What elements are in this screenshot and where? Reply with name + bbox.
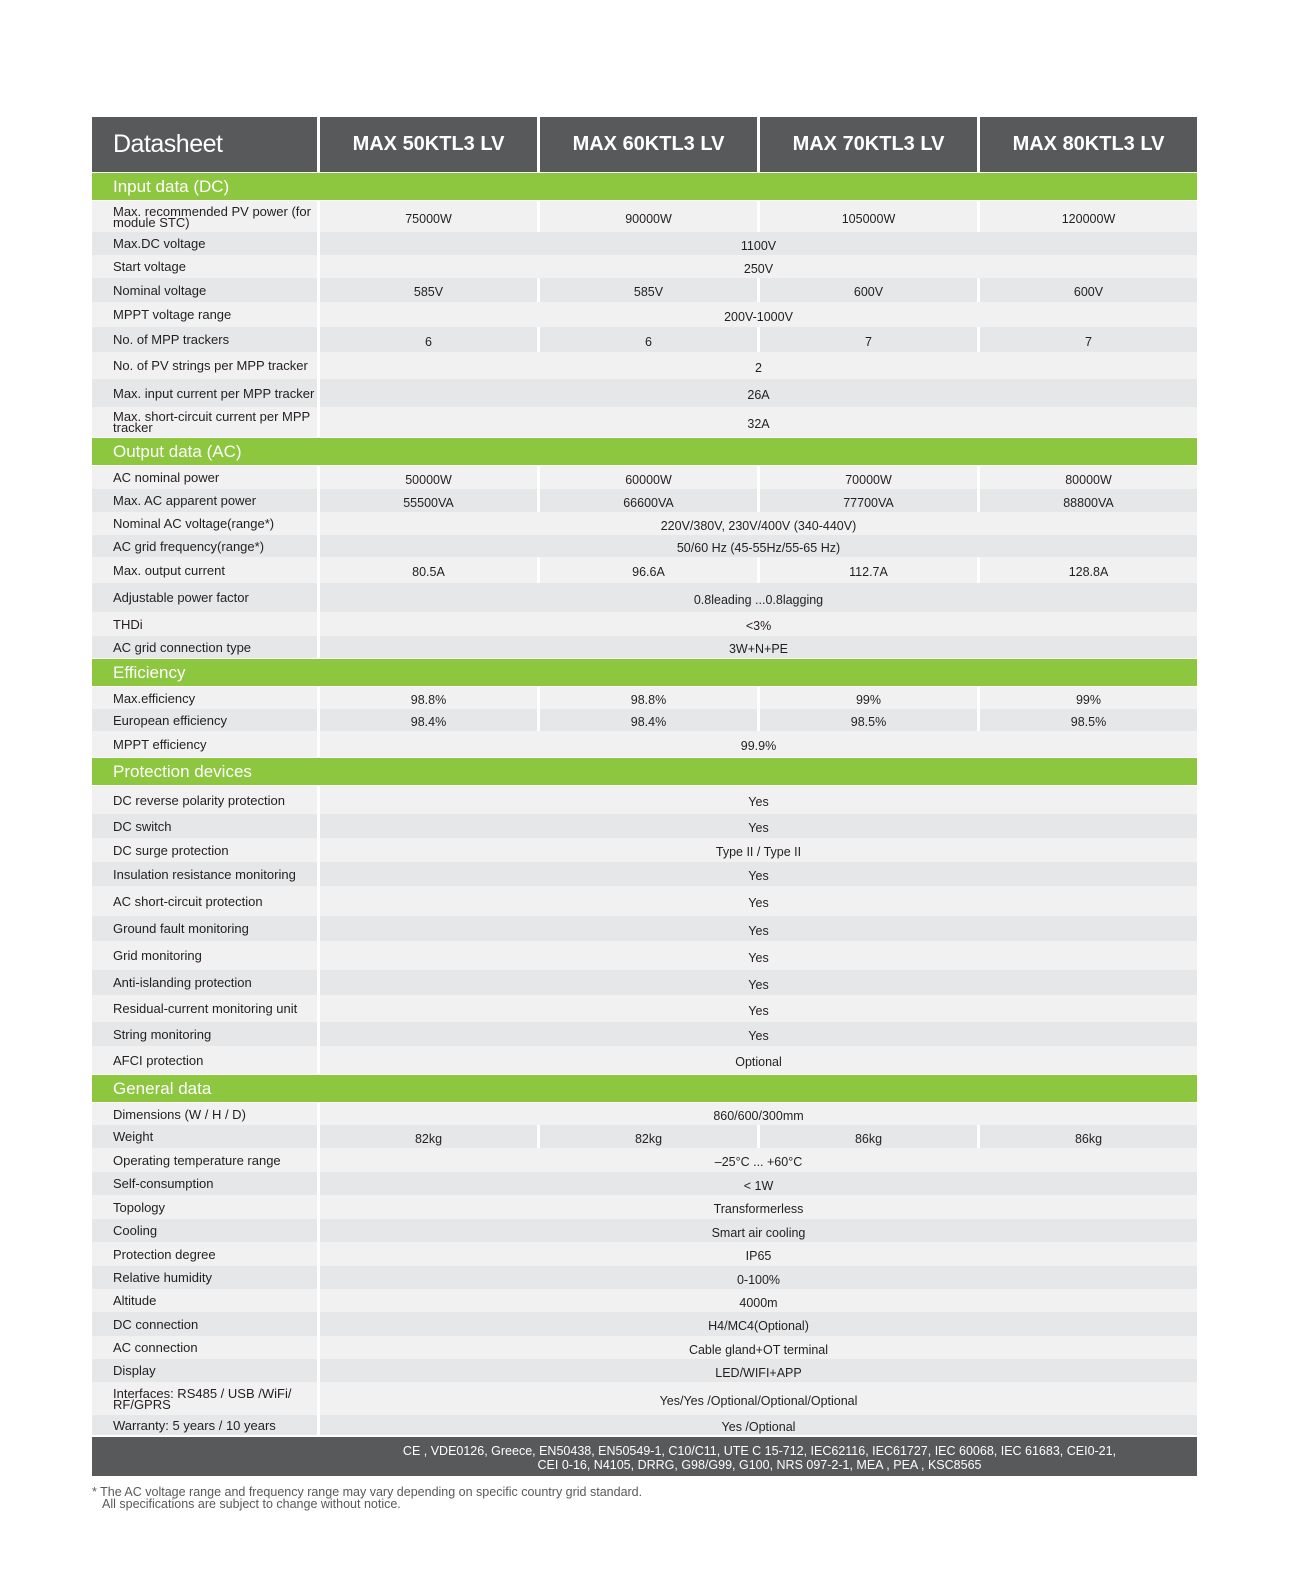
table-row <box>92 709 1197 731</box>
row-label: DC connection <box>92 1312 317 1336</box>
value-cell: 55500VA <box>320 489 537 512</box>
row-label: Max. output current <box>92 557 317 583</box>
table-row <box>92 814 1197 838</box>
datasheet-title: Datasheet <box>92 117 317 172</box>
value-cell: 120000W <box>980 201 1197 232</box>
model-header: MAX 70KTL3 LV <box>760 117 977 172</box>
table-row <box>92 1242 1197 1266</box>
value-cell: 98.8% <box>540 687 757 709</box>
value-cell: 585V <box>320 278 537 302</box>
table-row <box>92 1125 1197 1148</box>
model-header: MAX 50KTL3 LV <box>320 117 537 172</box>
row-label: Relative humidity <box>92 1266 317 1289</box>
table-row <box>92 916 1197 941</box>
table-row <box>92 1312 1197 1336</box>
table-row <box>92 941 1197 970</box>
value-cell: 98.5% <box>980 709 1197 731</box>
table-row <box>92 970 1197 995</box>
row-label: Protection degree <box>92 1242 317 1266</box>
table-row <box>92 687 1197 709</box>
value-cell: 220V/380V, 230V/400V (340-440V) <box>320 512 1197 535</box>
value-cell: Cable gland+OT terminal <box>320 1336 1197 1359</box>
footnote-line: All specifications are subject to change without notice. <box>102 1497 401 1511</box>
row-label: Insulation resistance monitoring <box>92 862 317 886</box>
value-cell: 82kg <box>540 1125 757 1148</box>
row-label: Ground fault monitoring <box>92 916 317 941</box>
footnote <box>92 1486 642 1510</box>
row-label: Cooling <box>92 1219 317 1242</box>
value-cell: Yes <box>320 862 1197 886</box>
row-label: Weight <box>92 1125 317 1148</box>
value-cell: Yes <box>320 995 1197 1022</box>
value-cell: Optional <box>320 1046 1197 1074</box>
value-cell: 70000W <box>760 466 977 489</box>
value-cell: Smart air cooling <box>320 1219 1197 1242</box>
table-row <box>92 557 1197 583</box>
value-cell: IP65 <box>320 1242 1197 1266</box>
row-label: DC reverse polarity protection <box>92 786 317 814</box>
value-cell: Yes <box>320 1022 1197 1046</box>
value-cell: 600V <box>980 278 1197 302</box>
row-label: Max. AC apparent power <box>92 489 317 512</box>
value-cell: 7 <box>760 327 977 352</box>
value-cell: 600V <box>760 278 977 302</box>
row-label: Max.DC voltage <box>92 232 317 255</box>
table-row <box>92 466 1197 489</box>
row-label: Grid monitoring <box>92 941 317 970</box>
value-cell: 26A <box>320 379 1197 407</box>
section-heading: General data <box>92 1075 1197 1102</box>
value-cell: 86kg <box>760 1125 977 1148</box>
table-row <box>92 302 1197 327</box>
table-row <box>92 636 1197 658</box>
table-row <box>92 786 1197 814</box>
table-row <box>92 1046 1197 1074</box>
value-cell: 80000W <box>980 466 1197 489</box>
row-label: DC surge protection <box>92 838 317 862</box>
value-cell: 96.6A <box>540 557 757 583</box>
table-row <box>92 278 1197 302</box>
value-cell: 6 <box>540 327 757 352</box>
value-cell: 50000W <box>320 466 537 489</box>
value-cell: 80.5A <box>320 557 537 583</box>
row-label: Dimensions (W / H / D) <box>92 1103 317 1125</box>
certifications: CE , VDE0126, Greece, EN50438, EN50549-1, C10/C11, UTE C 15-712, IEC62116, IEC61727, IEC 60068, IEC 61683, CEI0-21, CEI 0-16, N4105, DRRG, G98/G99, G100, NRS 097-2-1, MEA , PEA , KSC8565 <box>92 1437 1197 1476</box>
value-cell: 200V-1000V <box>320 302 1197 327</box>
value-cell: 0.8leading ...0.8lagging <box>320 583 1197 612</box>
table-row <box>92 731 1197 757</box>
value-cell: 112.7A <box>760 557 977 583</box>
table-row <box>92 1172 1197 1195</box>
value-cell: 1100V <box>320 232 1197 255</box>
row-label: Adjustable power factor <box>92 583 317 612</box>
value-cell: 98.5% <box>760 709 977 731</box>
row-label: MPPT efficiency <box>92 731 317 757</box>
table-row <box>92 232 1197 255</box>
value-cell: 66600VA <box>540 489 757 512</box>
table-row <box>92 327 1197 352</box>
value-cell: 82kg <box>320 1125 537 1148</box>
table-row <box>92 379 1197 407</box>
row-label: Residual-current monitoring unit <box>92 995 317 1022</box>
table-row <box>92 995 1197 1022</box>
row-label: AC nominal power <box>92 466 317 489</box>
value-cell: < 1W <box>320 1172 1197 1195</box>
row-label: Nominal AC voltage(range*) <box>92 512 317 535</box>
row-label: Max. input current per MPP tracker <box>92 379 317 407</box>
value-cell: Transformerless <box>320 1195 1197 1219</box>
table-row <box>92 1266 1197 1289</box>
row-label: Start voltage <box>92 255 317 278</box>
table-row <box>92 201 1197 232</box>
value-cell: 860/600/300mm <box>320 1103 1197 1125</box>
value-cell: <3% <box>320 612 1197 636</box>
row-label: String monitoring <box>92 1022 317 1046</box>
table-row <box>92 1148 1197 1172</box>
row-label: AC connection <box>92 1336 317 1359</box>
value-cell: 32A <box>320 407 1197 437</box>
table-row <box>92 352 1197 379</box>
row-label: DC switch <box>92 814 317 838</box>
table-header <box>92 117 1197 172</box>
table-row <box>92 512 1197 535</box>
row-label: Nominal voltage <box>92 278 317 302</box>
value-cell: 98.8% <box>320 687 537 709</box>
table-row <box>92 838 1197 862</box>
value-cell: 60000W <box>540 466 757 489</box>
row-label: THDi <box>92 612 317 636</box>
section-heading: Input data (DC) <box>92 173 1197 200</box>
row-label: No. of MPP trackers <box>92 327 317 352</box>
section-heading: Protection devices <box>92 758 1197 785</box>
value-cell: 2 <box>320 352 1197 379</box>
value-cell: Yes <box>320 886 1197 916</box>
table-row <box>92 1289 1197 1312</box>
footnote-line: * The AC voltage range and frequency range may vary depending on specific country grid standard. <box>92 1485 643 1499</box>
value-cell: 98.4% <box>540 709 757 731</box>
value-cell: Yes <box>320 814 1197 838</box>
value-cell: 0-100% <box>320 1266 1197 1289</box>
row-label: Warranty: 5 years / 10 years <box>92 1415 317 1435</box>
row-label: Altitude <box>92 1289 317 1312</box>
row-label: AC short-circuit protection <box>92 886 317 916</box>
table-row <box>92 1359 1197 1382</box>
value-cell: 250V <box>320 255 1197 278</box>
value-cell: 90000W <box>540 201 757 232</box>
value-cell: Yes /Optional <box>320 1415 1197 1435</box>
value-cell: 77700VA <box>760 489 977 512</box>
row-label: MPPT voltage range <box>92 302 317 327</box>
value-cell: 86kg <box>980 1125 1197 1148</box>
table-row <box>92 1195 1197 1219</box>
value-cell: Yes <box>320 916 1197 941</box>
row-label: No. of PV strings per MPP tracker <box>92 352 317 379</box>
value-cell: 98.4% <box>320 709 537 731</box>
table-row <box>92 862 1197 886</box>
table-row <box>92 489 1197 512</box>
value-cell: 6 <box>320 327 537 352</box>
table-row <box>92 1336 1197 1359</box>
value-cell: Yes/Yes /Optional/Optional/Optional <box>320 1382 1197 1415</box>
value-cell: 99% <box>760 687 977 709</box>
table-row <box>92 1022 1197 1046</box>
row-label: AC grid connection type <box>92 636 317 658</box>
model-header: MAX 60KTL3 LV <box>540 117 757 172</box>
value-cell: Yes <box>320 941 1197 970</box>
table-row <box>92 886 1197 916</box>
value-cell: 3W+N+PE <box>320 636 1197 658</box>
row-label: AFCI protection <box>92 1046 317 1074</box>
row-label: Max. recommended PV power (for module STC) <box>92 201 317 232</box>
value-cell: 99% <box>980 687 1197 709</box>
table-body <box>92 173 1197 1435</box>
table-row <box>92 407 1197 437</box>
row-label: Anti-islanding protection <box>92 970 317 995</box>
table-row <box>92 1219 1197 1242</box>
row-label: Operating temperature range <box>92 1148 317 1172</box>
row-label: AC grid frequency(range*) <box>92 535 317 557</box>
value-cell: 585V <box>540 278 757 302</box>
value-cell: Yes <box>320 970 1197 995</box>
table-row <box>92 1103 1197 1125</box>
datasheet-table <box>92 117 1197 1476</box>
table-row <box>92 1382 1197 1415</box>
value-cell: 105000W <box>760 201 977 232</box>
value-cell: 128.8A <box>980 557 1197 583</box>
table-row <box>92 583 1197 612</box>
table-row <box>92 612 1197 636</box>
row-label: Max. short-circuit current per MPP tracker <box>92 407 317 437</box>
table-row <box>92 255 1197 278</box>
row-label: Topology <box>92 1195 317 1219</box>
row-label: Interfaces: RS485 / USB /WiFi/ RF/GPRS <box>92 1382 317 1415</box>
row-label: Max.efficiency <box>92 687 317 709</box>
row-label: Self-consumption <box>92 1172 317 1195</box>
value-cell: H4/MC4(Optional) <box>320 1312 1197 1336</box>
value-cell: 50/60 Hz (45-55Hz/55-65 Hz) <box>320 535 1197 557</box>
row-label: European efficiency <box>92 709 317 731</box>
value-cell: 99.9% <box>320 731 1197 757</box>
value-cell: 75000W <box>320 201 537 232</box>
value-cell: 7 <box>980 327 1197 352</box>
value-cell: Yes <box>320 786 1197 814</box>
row-label: Display <box>92 1359 317 1382</box>
value-cell: 4000m <box>320 1289 1197 1312</box>
value-cell: –25°C ... +60°C <box>320 1148 1197 1172</box>
value-cell: Type II / Type II <box>320 838 1197 862</box>
model-header: MAX 80KTL3 LV <box>980 117 1197 172</box>
section-heading: Output data (AC) <box>92 438 1197 465</box>
value-cell: 88800VA <box>980 489 1197 512</box>
table-row <box>92 535 1197 557</box>
value-cell: LED/WIFI+APP <box>320 1359 1197 1382</box>
section-heading: Efficiency <box>92 659 1197 686</box>
table-row <box>92 1415 1197 1435</box>
